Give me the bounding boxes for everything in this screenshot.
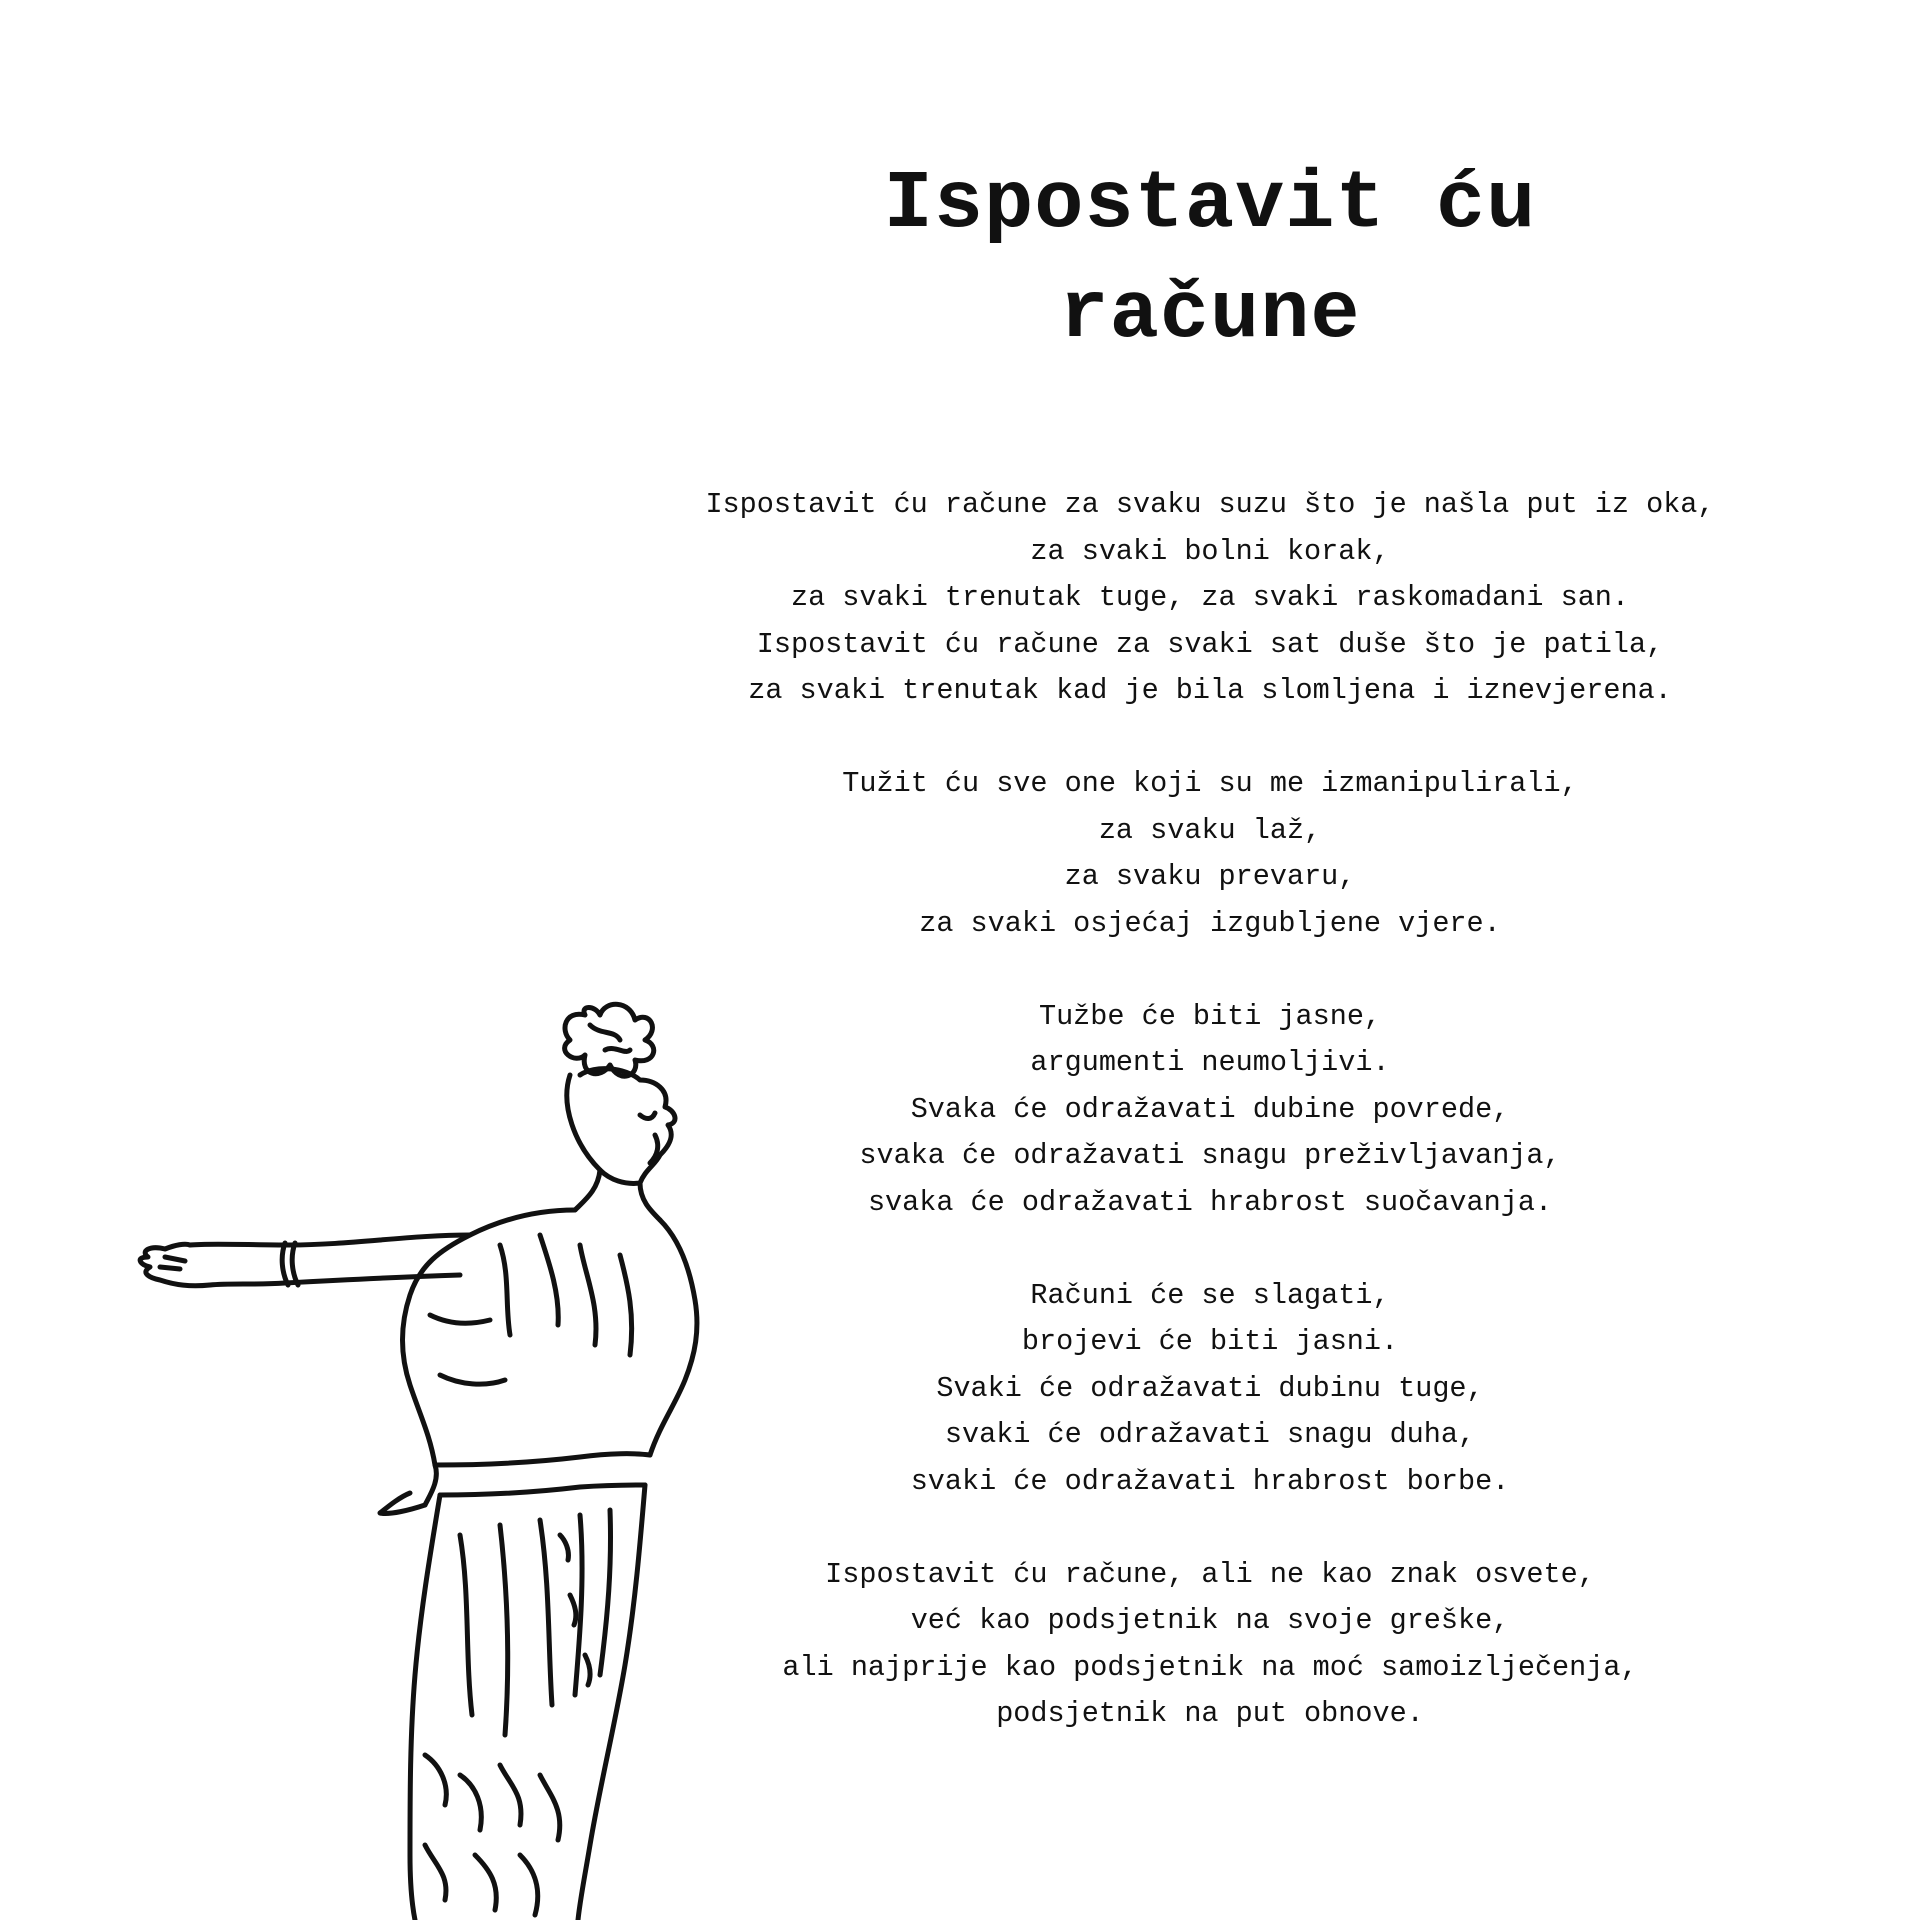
stanza-4 [660,1273,1760,1506]
stanza-2 [660,761,1760,947]
poem-title-line-1: Ispostavit ću [883,158,1537,251]
poem-line: Svaki će odražavati dubinu tuge, [936,1371,1484,1405]
poem-line: već kao podsjetnik na svoje greške, [910,1604,1510,1637]
poem-line: za svaki trenutak tuge, za svaki raskomadani san. [790,581,1630,614]
poem-line: ali najprije kao podsjetnik na moć samoizlječenja, [782,1650,1638,1684]
poem-line: za svaki osjećaj izgubljene vjere. [919,906,1501,940]
poem-line: svaki će odražavati hrabrost borbe. [910,1464,1510,1498]
poem-line: Tužbe će biti jasne, [1038,999,1382,1033]
poem-line: Ispostavit ću račune za svaku suzu što je našla put iz oka, [705,488,1715,521]
poem-line: svaki će odražavati snagu duha, [944,1418,1476,1451]
poem-title [760,150,1660,370]
poem-line: svaka će odražavati snagu preživljavanja, [859,1139,1561,1172]
poem-line: za svaki trenutak kad je bila slomljena i iznevjerena. [748,674,1672,707]
poem-title-line-2: račune [1059,268,1361,361]
poem-line: za svaki bolni korak, [1030,534,1390,568]
poem-line: svaka će odražavati hrabrost suočavanja. [867,1185,1553,1219]
poem-line: brojevi će biti jasni. [1021,1325,1399,1358]
poem-body [660,482,1760,1784]
stanza-1 [660,482,1760,715]
poem-line: Ispostavit ću račune, ali ne kao znak osvete, [825,1557,1595,1591]
poem-line: Tužit ću sve one koji su me izmanipulirali, [842,767,1578,800]
poem-line: podsjetnik na put obnove. [996,1697,1424,1730]
poem-line: za svaku prevaru, [1064,860,1356,893]
poem-line: za svaku laž, [1098,813,1322,847]
poem-line: argumenti neumoljivi. [1030,1046,1390,1079]
stanza-3 [660,994,1760,1227]
woman-arms-outstretched-illustration [80,995,820,1920]
poem-line: Računi će se slagati, [1030,1278,1390,1312]
woman-illustration-icon [80,995,820,1920]
poem-line: Ispostavit ću račune za svaki sat duše što je patila, [756,627,1664,661]
poem-line: Svaka će odražavati dubine povrede, [910,1092,1510,1126]
stanza-5 [660,1552,1760,1738]
